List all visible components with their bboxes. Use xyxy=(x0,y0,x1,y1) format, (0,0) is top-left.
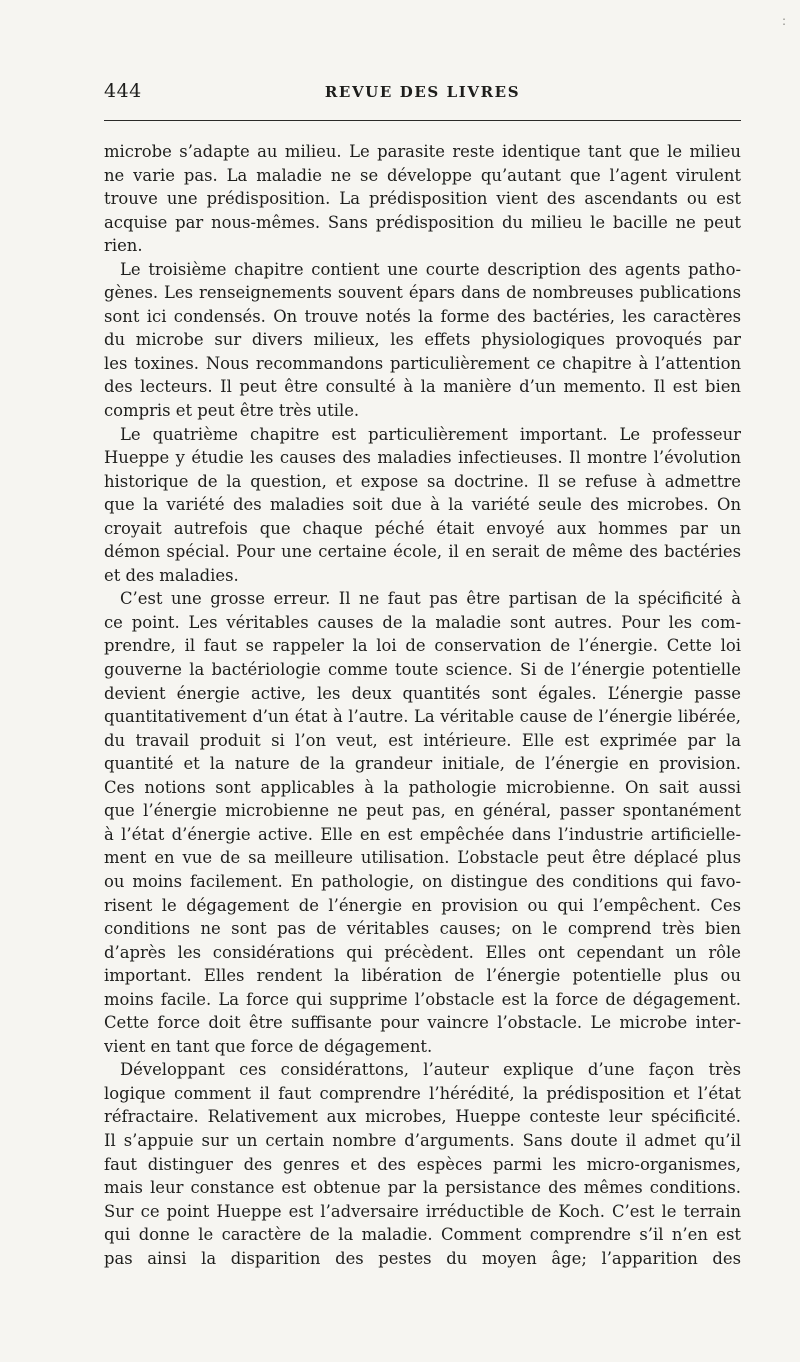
text-line: rien. xyxy=(104,236,143,256)
text-line: sont ici condensés. On trouve notés la forme des bactéries, les caractères xyxy=(104,306,741,326)
text-line: gouverne la bactériologie comme toute science. Si de l’énergie potentielle xyxy=(104,660,741,680)
text-line: vient en tant que force de dégagement. xyxy=(104,1036,433,1056)
text-line: ce point. Les véritables causes de la maladie sont autres. Pour les com- xyxy=(104,612,741,632)
text-line: microbe s’adapte au milieu. Le parasite reste identique tant que le milieu xyxy=(104,142,741,161)
text-line: historique de la question, et expose sa doctrine. Il se refuse à admettre xyxy=(104,471,741,491)
text-line: ment en vue de sa meilleure utilisation. L’obstacle peut être déplacé plus xyxy=(104,848,741,868)
text-line: mais leur constance est obtenue par la persistance des mêmes conditions. xyxy=(104,1178,741,1198)
text-line: à l’état d’énergie active. Elle en est empêchée dans l’industrie artificielle- xyxy=(104,824,741,844)
page-number: 444 xyxy=(104,80,142,102)
text-line: risent le dégagement de l’énergie en provision ou qui l’empêchent. Ces xyxy=(104,895,741,915)
text-line: quantité et la nature de la grandeur initiale, de l’énergie en provision. xyxy=(104,754,741,774)
text-line: faut distinguer des genres et des espèces parmi les micro-organismes, xyxy=(104,1154,741,1174)
header-rule xyxy=(104,120,741,121)
text-line: Hueppe y étudie les causes des maladies infectieuses. Il montre l’évolution xyxy=(104,448,741,468)
text-line: compris et peut être très utile. xyxy=(104,401,360,421)
text-line: important. Elles rendent la libération de l’énergie potentielle plus ou xyxy=(104,966,741,986)
text-line: croyait autrefois que chaque péché était envoyé aux hommes par un xyxy=(104,518,741,538)
text-line: des lecteurs. Il peut être consulté à la manière d’un memento. Il est bien xyxy=(104,377,741,397)
text-line: ne varie pas. La maladie ne se développe qu’autant que l’agent virulent xyxy=(104,165,741,185)
text-line: du microbe sur divers milieux, les effets physiologiques provoqués par xyxy=(104,330,741,350)
text-line: prendre, il faut se rappeler la loi de conservation de l’énergie. Cette loi xyxy=(104,636,741,656)
body-text xyxy=(104,140,741,1270)
text-line: Le quatrième chapitre est particulièrement important. Le professeur xyxy=(120,424,741,444)
text-line: les toxines. Nous recommandons particulièrement ce chapitre à l’attention xyxy=(104,353,741,373)
text-line: moins facile. La force qui supprime l’obstacle est la force de dégagement. xyxy=(104,989,741,1009)
text-line: acquise par nous-mêmes. Sans prédisposition du milieu le bacille ne peut xyxy=(104,212,741,232)
text-line: ou moins facilement. En pathologie, on distingue des conditions qui favo- xyxy=(104,871,741,891)
text-line: d’après les considérations qui précèdent. Elles ont cependant un rôle xyxy=(104,942,741,962)
text-line: gènes. Les renseignements souvent épars dans de nombreuses publications xyxy=(104,283,741,303)
text-line: Le troisième chapitre contient une courte description des agents patho- xyxy=(120,259,741,279)
text-line: Il s’appuie sur un certain nombre d’arguments. Sans doute il admet qu’il xyxy=(104,1130,741,1150)
text-line: Sur ce point Hueppe est l’adversaire irréductible de Koch. C’est le terrain xyxy=(104,1201,741,1221)
text-line: conditions ne sont pas de véritables causes; on le comprend très bien xyxy=(104,919,741,939)
text-line: Développant ces considérattons, l’auteur explique d’une façon très xyxy=(120,1060,741,1080)
text-line: pas ainsi la disparition des pestes du moyen âge; l’apparition des xyxy=(104,1248,741,1268)
text-line: du travail produit si l’on veut, est intérieure. Elle est exprimée par la xyxy=(104,730,741,750)
text-line: réfractaire. Relativement aux microbes, Hueppe conteste leur spécificité. xyxy=(104,1107,741,1127)
text-line: que la variété des maladies soit due à la variété seule des microbes. On xyxy=(104,495,741,515)
text-line: Ces notions sont applicables à la pathologie microbienne. On sait aussi xyxy=(104,777,741,797)
margin-mark: : xyxy=(781,14,786,28)
text-line: quantitativement d’un état à l’autre. La véritable cause de l’énergie libérée, xyxy=(104,707,741,727)
running-title: REVUE DES LIVRES xyxy=(324,83,521,101)
text-line: démon spécial. Pour une certaine école, il en serait de même des bactéries xyxy=(104,542,741,562)
text-line: C’est une grosse erreur. Il ne faut pas être partisan de la spécificité à xyxy=(120,589,741,609)
text-line: Cette force doit être suffisante pour vaincre l’obstacle. Le microbe inter- xyxy=(104,1013,741,1033)
text-line: devient énergie active, les deux quantités sont égales. L’énergie passe xyxy=(104,683,741,703)
text-line: et des maladies. xyxy=(104,565,239,585)
text-line: que l’énergie microbienne ne peut pas, en général, passer spontanément xyxy=(104,801,741,821)
text-line: logique comment il faut comprendre l’hérédité, la prédisposition et l’état xyxy=(104,1083,741,1103)
page-header xyxy=(104,80,741,110)
text-line: qui donne le caractère de la maladie. Comment comprendre s’il n’en est xyxy=(104,1225,741,1245)
text-line: trouve une prédisposition. La prédisposition vient des ascendants ou est xyxy=(104,189,741,209)
